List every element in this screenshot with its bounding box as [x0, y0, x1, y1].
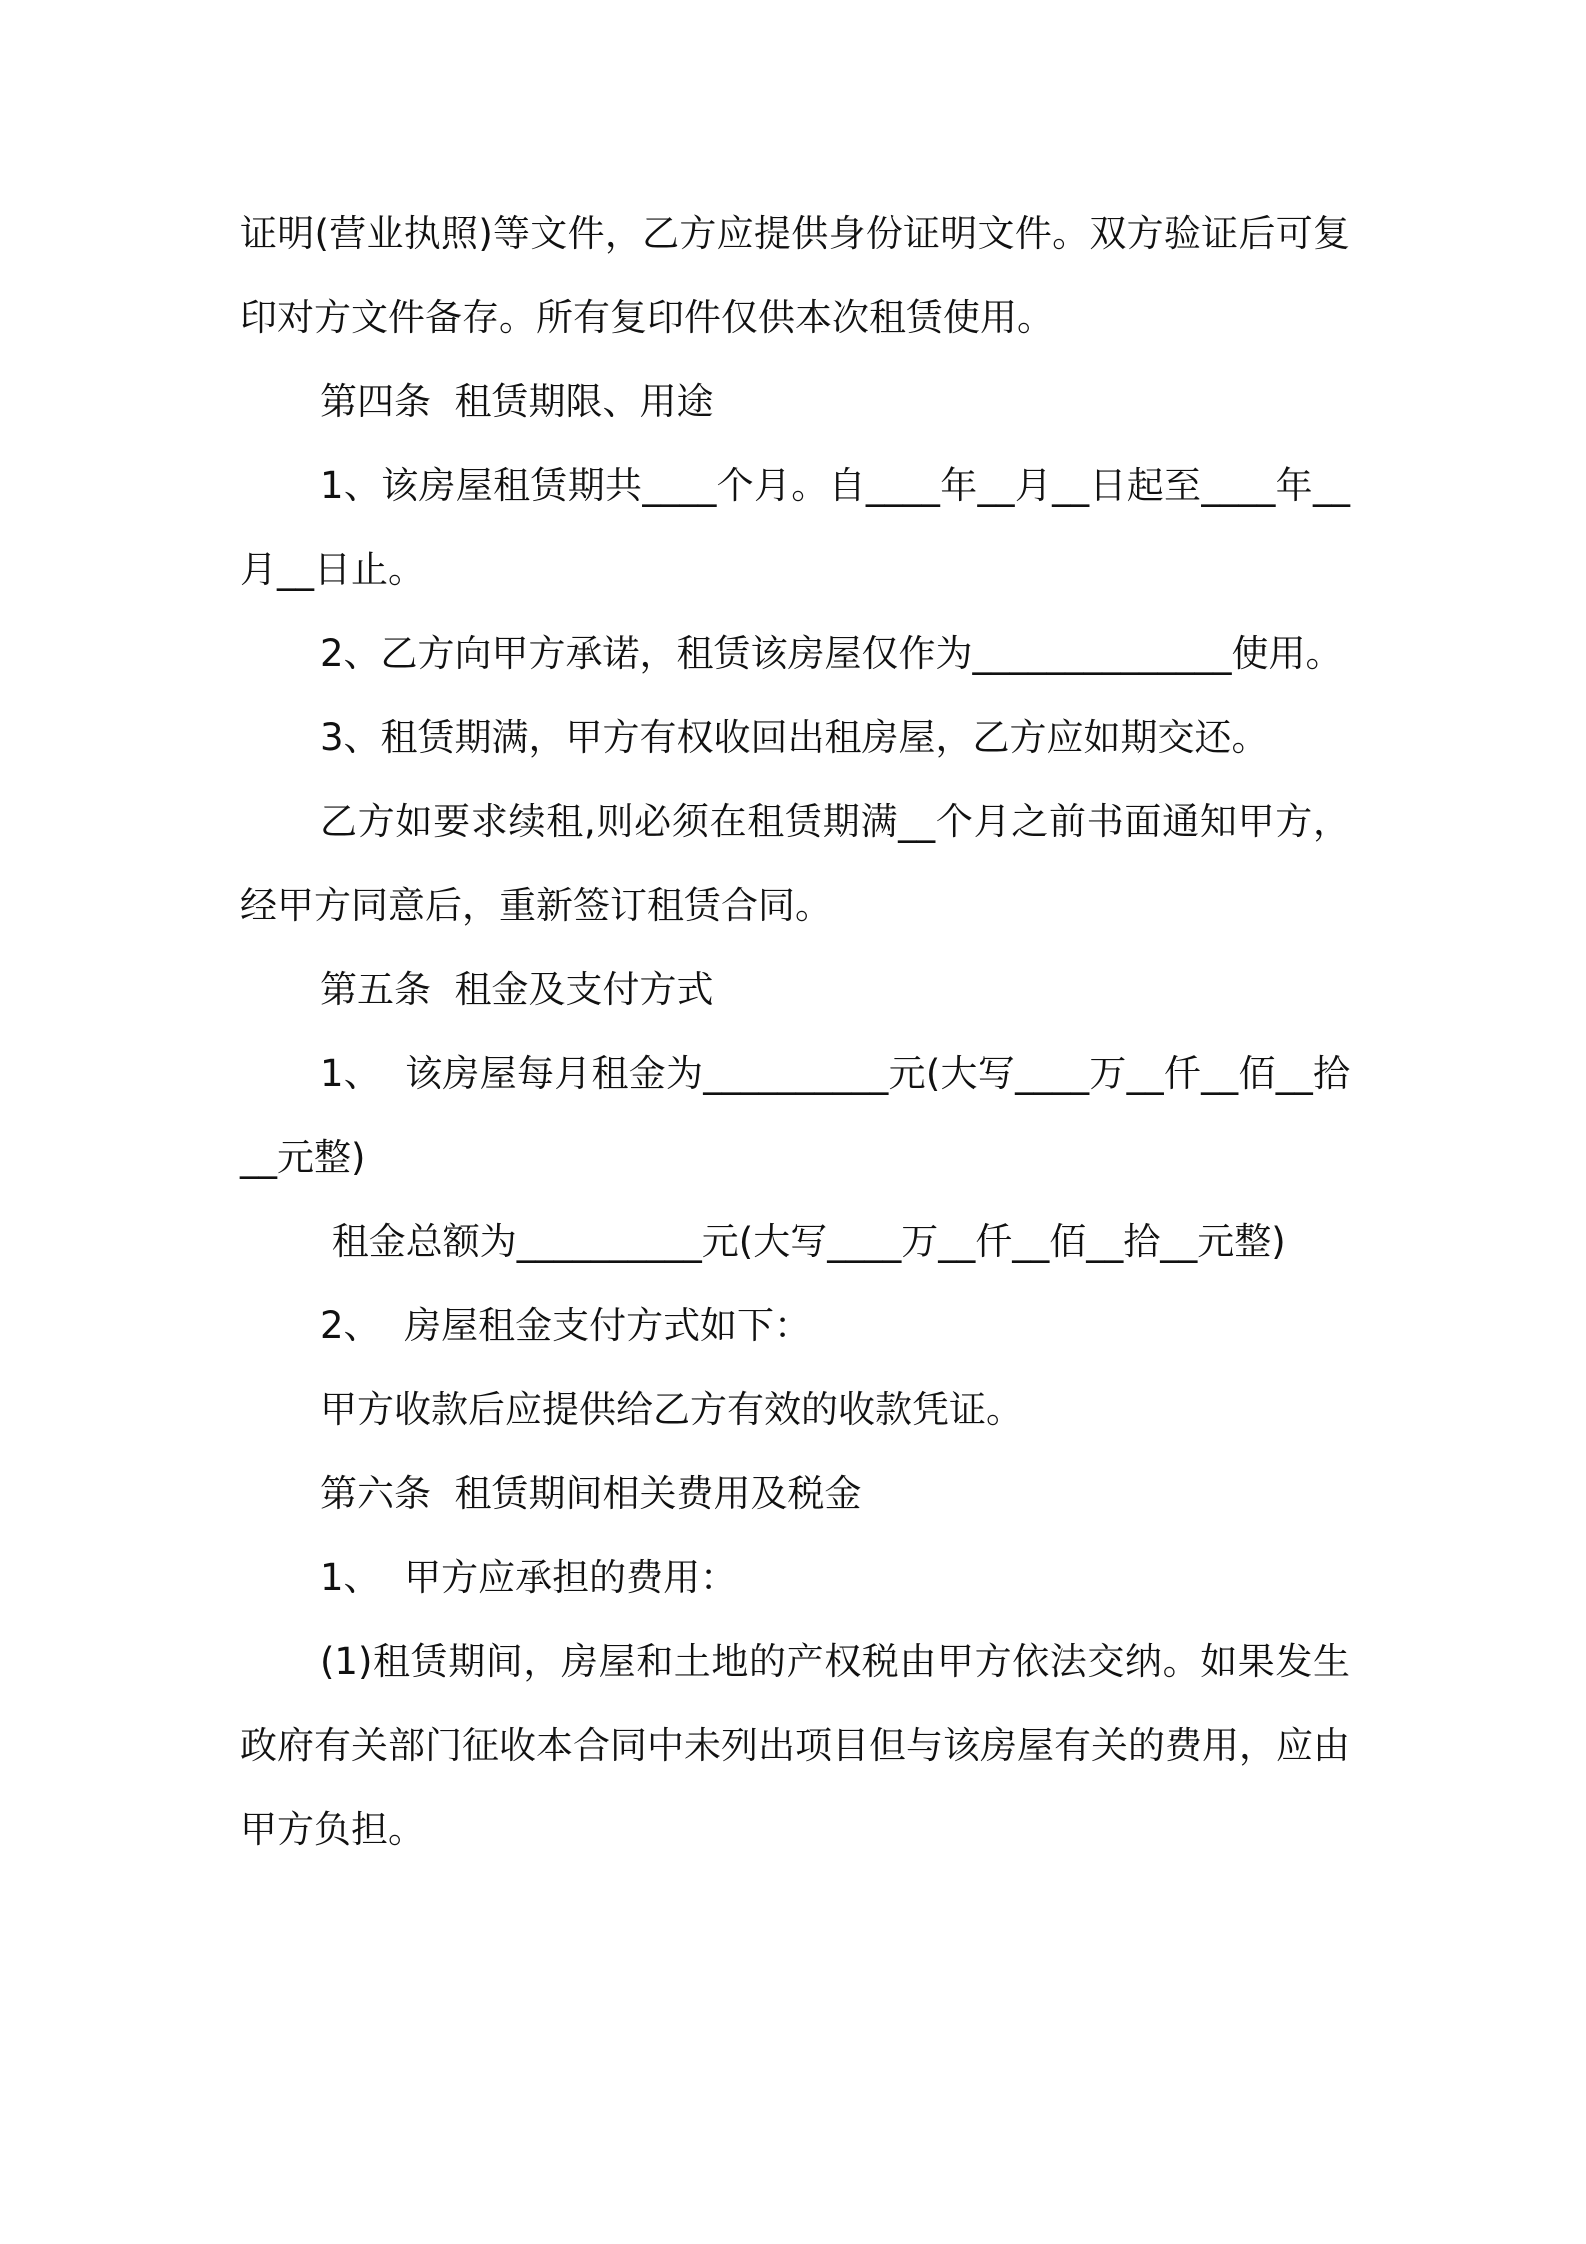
paragraph-lease-use: 2、乙方向甲方承诺，租赁该房屋仅作为______________使用。 — [320, 632, 1343, 675]
paragraph-property-tax: (1)租赁期间，房屋和土地的产权税由甲方依法交纳。如果发生政府有关部门征收本合同中未列出项目但与该房屋有关的费用，应由甲方负担。 — [240, 1640, 1350, 1851]
paragraph-lessor-fees: 1、 甲方应承担的费用： — [320, 1556, 738, 1599]
paragraph-identity-documents: 证明(营业执照)等文件，乙方应提供身份证明文件。双方验证后可复印对方文件备存。所有复印件仅供本次租赁使用。 — [240, 212, 1350, 339]
paragraph-monthly-rent: 1、 该房屋每月租金为__________元(大写____万__仟__佰__拾__元整) — [240, 1052, 1350, 1179]
paragraph-lease-expiry: 3、租赁期满，甲方有权收回出租房屋，乙方应如期交还。 — [320, 716, 1269, 759]
paragraph-lease-term: 1、该房屋租赁期共____个月。自____年__月__日起至____年__月__日止。 — [240, 464, 1350, 591]
paragraph-payment-method: 2、 房屋租金支付方式如下： — [320, 1304, 812, 1347]
paragraph-total-rent: 租金总额为__________元(大写____万__仟__佰__拾__元整) — [320, 1220, 1286, 1263]
heading-article-5: 第五条 租金及支付方式 — [320, 968, 714, 1011]
contract-text-body — [240, 192, 1350, 1872]
heading-article-4: 第四条 租赁期限、用途 — [320, 380, 714, 423]
paragraph-receipt: 甲方收款后应提供给乙方有效的收款凭证。 — [320, 1388, 1023, 1431]
paragraph-lease-renewal: 乙方如要求续租,则必须在租赁期满__个月之前书面通知甲方，经甲方同意后，重新签订租赁合同。 — [240, 800, 1350, 927]
heading-article-6: 第六条 租赁期间相关费用及税金 — [320, 1472, 862, 1515]
